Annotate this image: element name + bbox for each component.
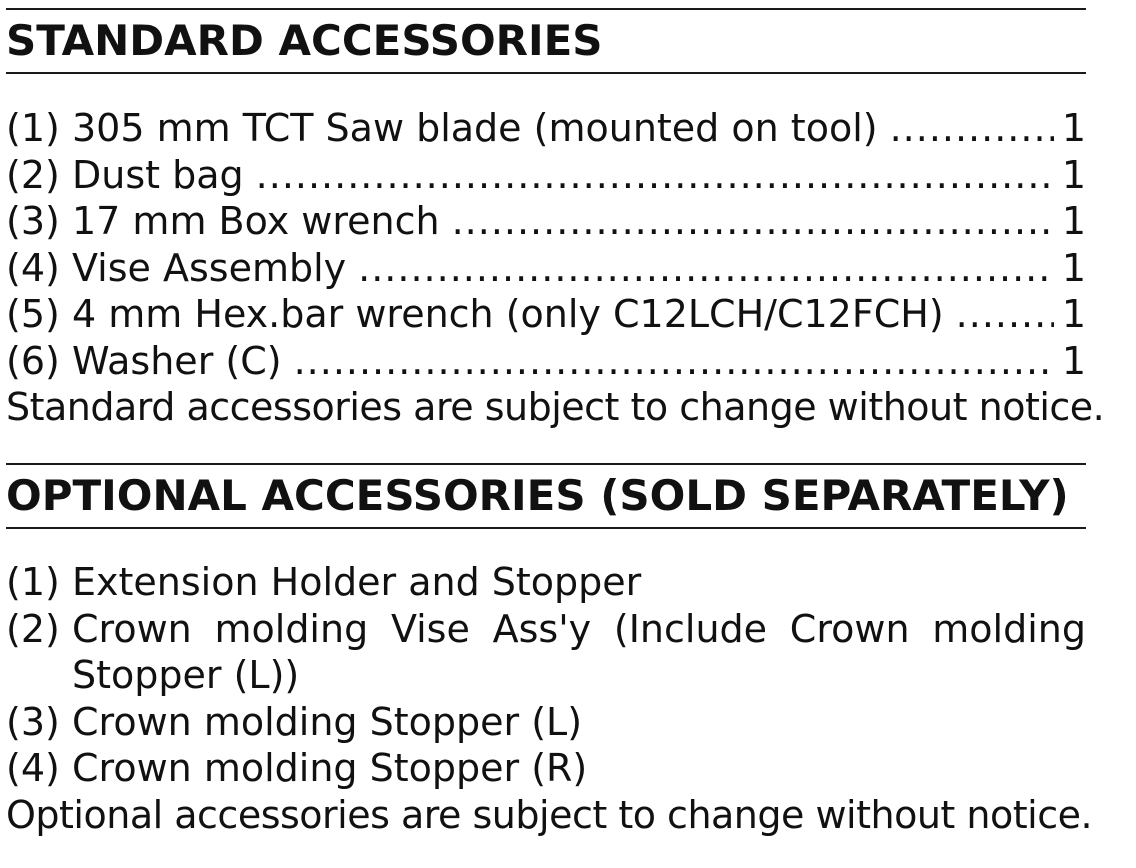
item-name: Crown molding Stopper (R) xyxy=(72,746,588,790)
optional-accessories-section xyxy=(6,463,1093,838)
item-number: (4) xyxy=(6,245,60,290)
item-quantity: 1 xyxy=(1061,106,1086,150)
accessories-page xyxy=(6,0,1105,838)
standard-accessories-notice: Standard accessories are subject to change without notice. xyxy=(6,385,1105,429)
list-item xyxy=(6,245,1086,292)
section-spacer xyxy=(6,430,1086,463)
item-quantity: 1 xyxy=(1061,245,1086,290)
list-item xyxy=(6,291,1086,338)
item-quantity: 1 xyxy=(1061,292,1086,336)
item-quantity: 1 xyxy=(1061,152,1086,197)
list-item xyxy=(6,699,1086,746)
item-number: (5) xyxy=(6,292,60,336)
item-number: (3) xyxy=(6,699,60,744)
item-name: Crown molding Vise Ass'y (Include Crown molding Stopper (L)) xyxy=(72,606,1086,697)
dot-leader xyxy=(256,152,1054,199)
item-name: Extension Holder and Stopper xyxy=(72,560,642,604)
item-name: Crown molding Stopper (L) xyxy=(72,699,583,744)
item-number: (4) xyxy=(6,746,60,790)
list-item xyxy=(6,105,1086,152)
list-item xyxy=(6,338,1086,385)
list-item xyxy=(6,745,1086,792)
item-quantity: 1 xyxy=(1061,338,1086,383)
optional-accessories-list xyxy=(6,559,1086,792)
standard-accessories-section xyxy=(6,8,1105,430)
dot-leader xyxy=(890,105,1054,152)
list-item xyxy=(6,559,1086,606)
list-item xyxy=(6,198,1086,245)
item-number: (3) xyxy=(6,199,60,243)
dot-leader xyxy=(452,198,1054,245)
item-number: (1) xyxy=(6,106,60,150)
item-name: 17 mm Box wrench xyxy=(72,199,440,243)
item-name: Dust bag xyxy=(72,152,244,197)
item-number: (1) xyxy=(6,560,60,604)
optional-accessories-heading: OPTIONAL ACCESSORIES (SOLD SEPARATELY) xyxy=(6,463,1086,529)
item-name: Washer (C) xyxy=(72,338,282,383)
item-name: 4 mm Hex.bar wrench (only C12LCH/C12FCH) xyxy=(72,292,944,336)
item-quantity: 1 xyxy=(1061,199,1086,243)
list-item xyxy=(6,606,1086,699)
standard-accessories-list xyxy=(6,105,1086,384)
dot-leader xyxy=(956,291,1054,338)
standard-accessories-heading: STANDARD ACCESSORIES xyxy=(6,8,1086,74)
item-name: Vise Assembly xyxy=(72,245,347,290)
optional-accessories-notice: Optional accessories are subject to change without notice. xyxy=(6,792,1093,837)
item-number: (2) xyxy=(6,152,60,197)
dot-leader xyxy=(294,338,1054,385)
list-item xyxy=(6,152,1086,199)
item-name: 305 mm TCT Saw blade (mounted on tool) xyxy=(72,106,878,150)
item-number: (2) xyxy=(6,606,60,651)
item-number: (6) xyxy=(6,338,60,383)
dot-leader xyxy=(358,245,1054,292)
